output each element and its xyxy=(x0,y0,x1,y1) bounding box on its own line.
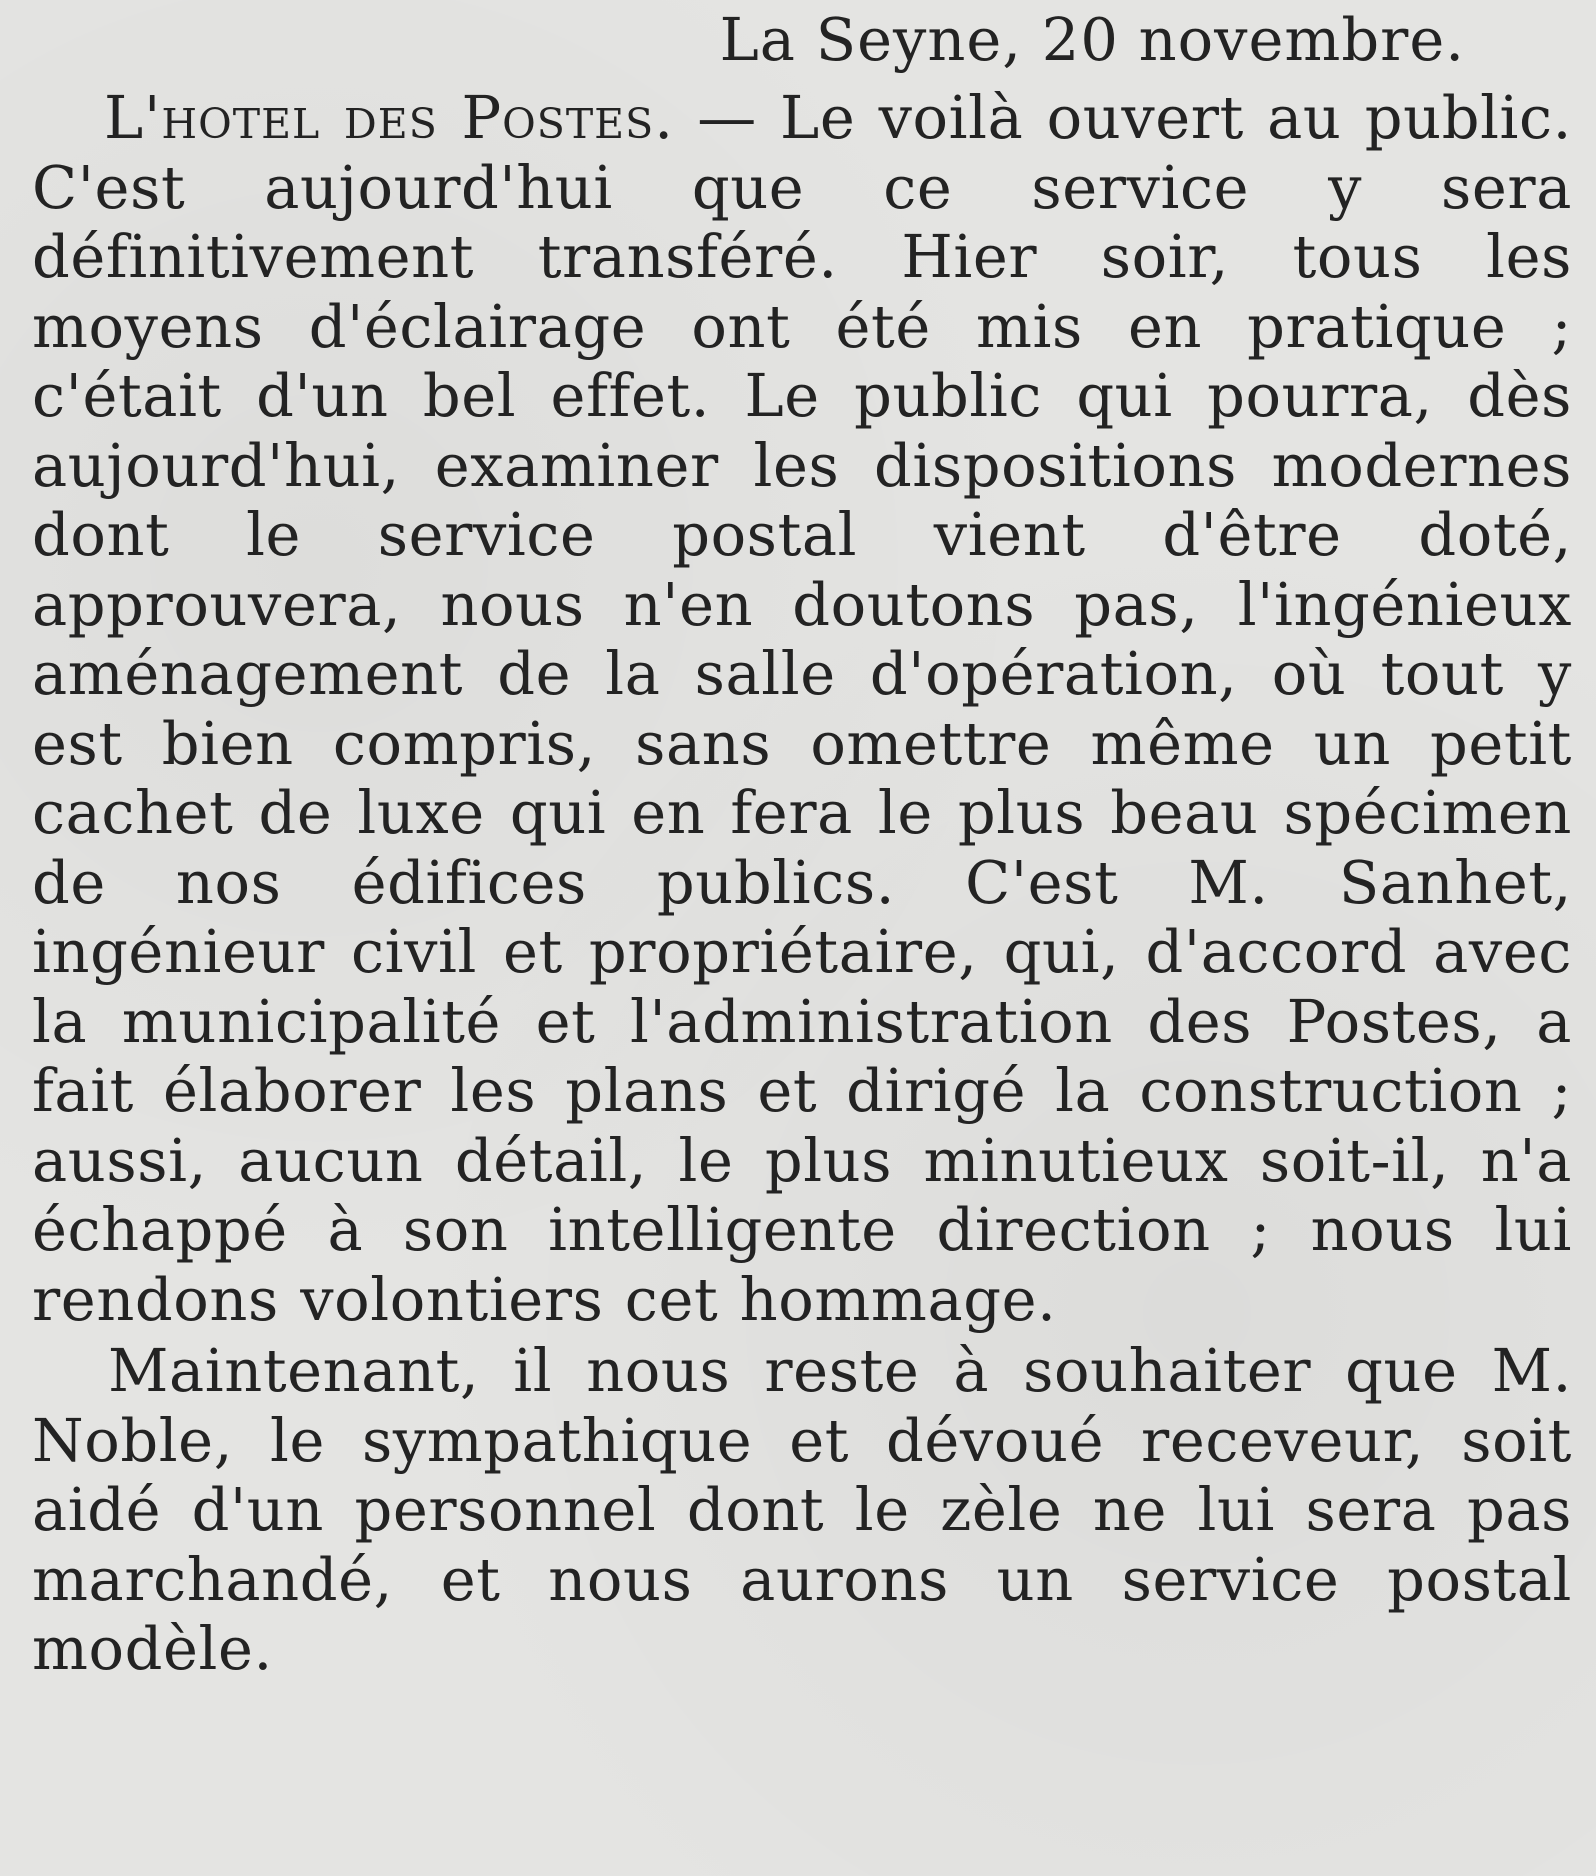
article-paragraph-1 xyxy=(32,83,1572,1334)
article-paragraph-2-text: Maintenant, il nous reste à souhaiter que M. Noble, le sympathique et dévoué receveur, soit aidé d'un personnel dont le zèle ne lui sera pas marchandé, et nous aurons un service postal modèle. xyxy=(32,1336,1572,1683)
article-heading: L'hotel des Postes. xyxy=(104,83,674,152)
article-paragraph-2 xyxy=(32,1336,1572,1684)
article-paragraph-1-text: — Le voilà ouvert au public. C'est aujourd'hui que ce service y sera définitivement transféré. Hier soir, tous les moyens d'éclairage ont été mis en pratique ; c'était d'un bel effet. Le public qui pourra, dès aujourd'hui, examiner les dispositions modernes dont le service postal vient d'être doté, approuvera, nous n'en doutons pas, l'ingénieux aménagement de la salle d'opération, où tout y est bien compris, sans omettre même un petit cachet de luxe qui en fera le plus beau spécimen de nos édifices publics. C'est M. Sanhet, ingénieur civil et propriétaire, qui, d'accord avec la municipalité et l'administration des Postes, a fait élaborer les plans et dirigé la construction ; aussi, aucun détail, le plus minutieux soit-il, n'a échappé à son intelligente direction ; nous lui rendons volontiers cet hommage. xyxy=(32,83,1573,1334)
dateline: La Seyne, 20 novembre. xyxy=(719,5,1465,74)
